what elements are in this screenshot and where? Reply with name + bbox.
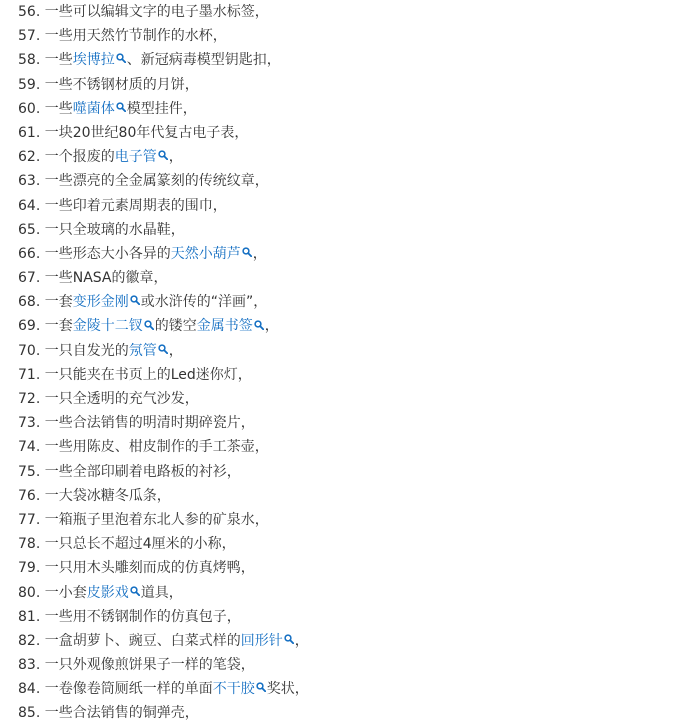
item-number: 56. [18,4,41,20]
item-number: 66. [18,245,41,262]
magnifier-icon [256,682,266,692]
list-item [18,532,309,556]
item-text: 一些 [44,52,73,69]
item-number: 78. [18,536,41,553]
term-link[interactable]: 电子管 [114,149,157,166]
item-number: 79. [18,560,41,577]
list-item [18,169,309,193]
term-link[interactable]: 皮影戏 [86,584,129,601]
item-text: 模型挂件， [126,100,197,117]
term-link[interactable]: 噬菌体 [72,100,115,117]
magnifier-icon [116,53,126,63]
item-number: 58. [18,52,41,69]
item-number: 73. [18,415,41,432]
item-number: 81. [18,608,41,625]
item-number: 83. [18,657,41,674]
item-number: 82. [18,632,41,649]
item-text: 一卷像卷筒厕纸一样的单面 [44,681,213,698]
term-link[interactable]: 变形金刚 [72,294,129,311]
item-text: ， [252,245,267,262]
list-item [18,48,309,72]
item-number: 62. [18,149,41,166]
magnifier-icon [242,247,252,257]
list-item [18,460,309,484]
list-item [18,484,309,508]
item-number: 65. [18,221,41,238]
item-number: 74. [18,439,41,456]
item-text: 的镂空 [154,318,197,335]
item-number: 68. [18,294,41,311]
item-text: 一大袋冰糖冬瓜条， [44,487,171,504]
item-text: 一个报废的 [44,149,115,166]
item-text: 一些形态大小各异的 [44,245,171,262]
list-item [18,0,309,24]
item-number: 71. [18,366,41,383]
list-item [18,290,309,314]
magnifier-icon [130,295,140,305]
list-item [18,266,309,290]
item-text: 一只外观像煎饼果子一样的笔袋， [44,657,255,674]
item-number: 67. [18,270,41,287]
item-number: 76. [18,487,41,504]
magnifier-icon [254,320,264,330]
term-link[interactable]: 氖管 [128,342,157,359]
item-text: 一块20世纪80年代复古电子表， [44,124,249,141]
item-number: 64. [18,197,41,214]
list-item [18,339,309,363]
item-number: 77. [18,511,41,528]
item-text: ， [168,149,183,166]
item-text: 一些合法销售的铜弹壳， [44,705,199,722]
item-text: 一箱瓶子里泡着东北人参的矿泉水， [44,511,269,528]
list-item [18,653,309,677]
item-text: 一套 [44,318,73,335]
term-link[interactable]: 回形针 [240,632,283,649]
item-text: 奖状， [266,681,309,698]
item-text: 一只全玻璃的水晶鞋， [44,221,185,238]
item-number: 69. [18,318,41,335]
item-number: 57. [18,28,41,45]
magnifier-icon [116,102,126,112]
item-number: 63. [18,173,41,190]
list-item [18,556,309,580]
list-item [18,508,309,532]
list-item [18,411,309,435]
item-text: 一盒胡萝卜、豌豆、白菜式样的 [44,632,241,649]
list-item [18,387,309,411]
item-text: 一些用不锈钢制作的仿真包子， [44,608,241,625]
list-item [18,314,309,338]
item-text: 一只用木头雕刻而成的仿真烤鸭， [44,560,255,577]
item-text: 一小套 [44,584,87,601]
item-number: 85. [18,705,41,722]
list-item [18,145,309,169]
item-text: 一只能夹在书页上的Led迷你灯， [44,366,252,383]
magnifier-icon [158,344,168,354]
item-text: ， [294,632,309,649]
item-text: 一些合法销售的明清时期碎瓷片， [44,415,255,432]
item-text: 、新冠病毒模型钥匙扣， [126,52,281,69]
item-text: ， [264,318,279,335]
magnifier-icon [158,150,168,160]
item-text: 一些NASA的徽章， [44,270,168,287]
term-link[interactable]: 金属书签 [196,318,253,335]
item-text: 一些用天然竹节制作的水杯， [44,28,227,45]
term-link[interactable]: 埃博拉 [72,52,115,69]
list-item [18,701,309,725]
item-number: 72. [18,391,41,407]
magnifier-icon [144,320,154,330]
list-item [18,629,309,653]
magnifier-icon [130,586,140,596]
item-text: 一些不锈钢材质的月饼， [44,76,199,93]
list-item [18,73,309,97]
list-item [18,677,309,701]
list-item [18,581,309,605]
item-text: 或水浒传的“洋画”， [140,294,268,311]
term-link[interactable]: 天然小葫芦 [170,245,241,262]
magnifier-icon [284,634,294,644]
item-text: 一些 [44,100,73,117]
list-item [18,121,309,145]
list-item [18,194,309,218]
item-text: 一些印着元素周期表的围巾， [44,197,227,214]
item-number: 84. [18,681,41,698]
list-item [18,97,309,121]
item-number: 70. [18,342,41,359]
item-text: 一只总长不超过4厘米的小称， [44,536,236,553]
numbered-list [18,0,309,726]
item-text: 一只全透明的充气沙发， [44,391,199,407]
term-link[interactable]: 不干胶 [212,681,255,698]
item-text: 一只自发光的 [44,342,129,359]
list-item [18,242,309,266]
item-text: 一套 [44,294,73,311]
list-item [18,605,309,629]
item-number: 60. [18,100,41,117]
item-number: 80. [18,584,41,601]
item-number: 61. [18,124,41,141]
term-link[interactable]: 金陵十二钗 [72,318,143,335]
list-item [18,24,309,48]
item-text: 一些用陈皮、柑皮制作的手工茶壶， [44,439,269,456]
item-text: 道具， [140,584,183,601]
item-text: 一些全部印刷着电路板的衬衫， [44,463,241,480]
item-text: ， [168,342,183,359]
list-item [18,218,309,242]
item-text: 一些可以编辑文字的电子墨水标签， [44,4,269,20]
item-number: 59. [18,76,41,93]
list-item [18,435,309,459]
item-text: 一些漂亮的全金属篆刻的传统纹章， [44,173,269,190]
item-number: 75. [18,463,41,480]
list-item [18,363,309,387]
